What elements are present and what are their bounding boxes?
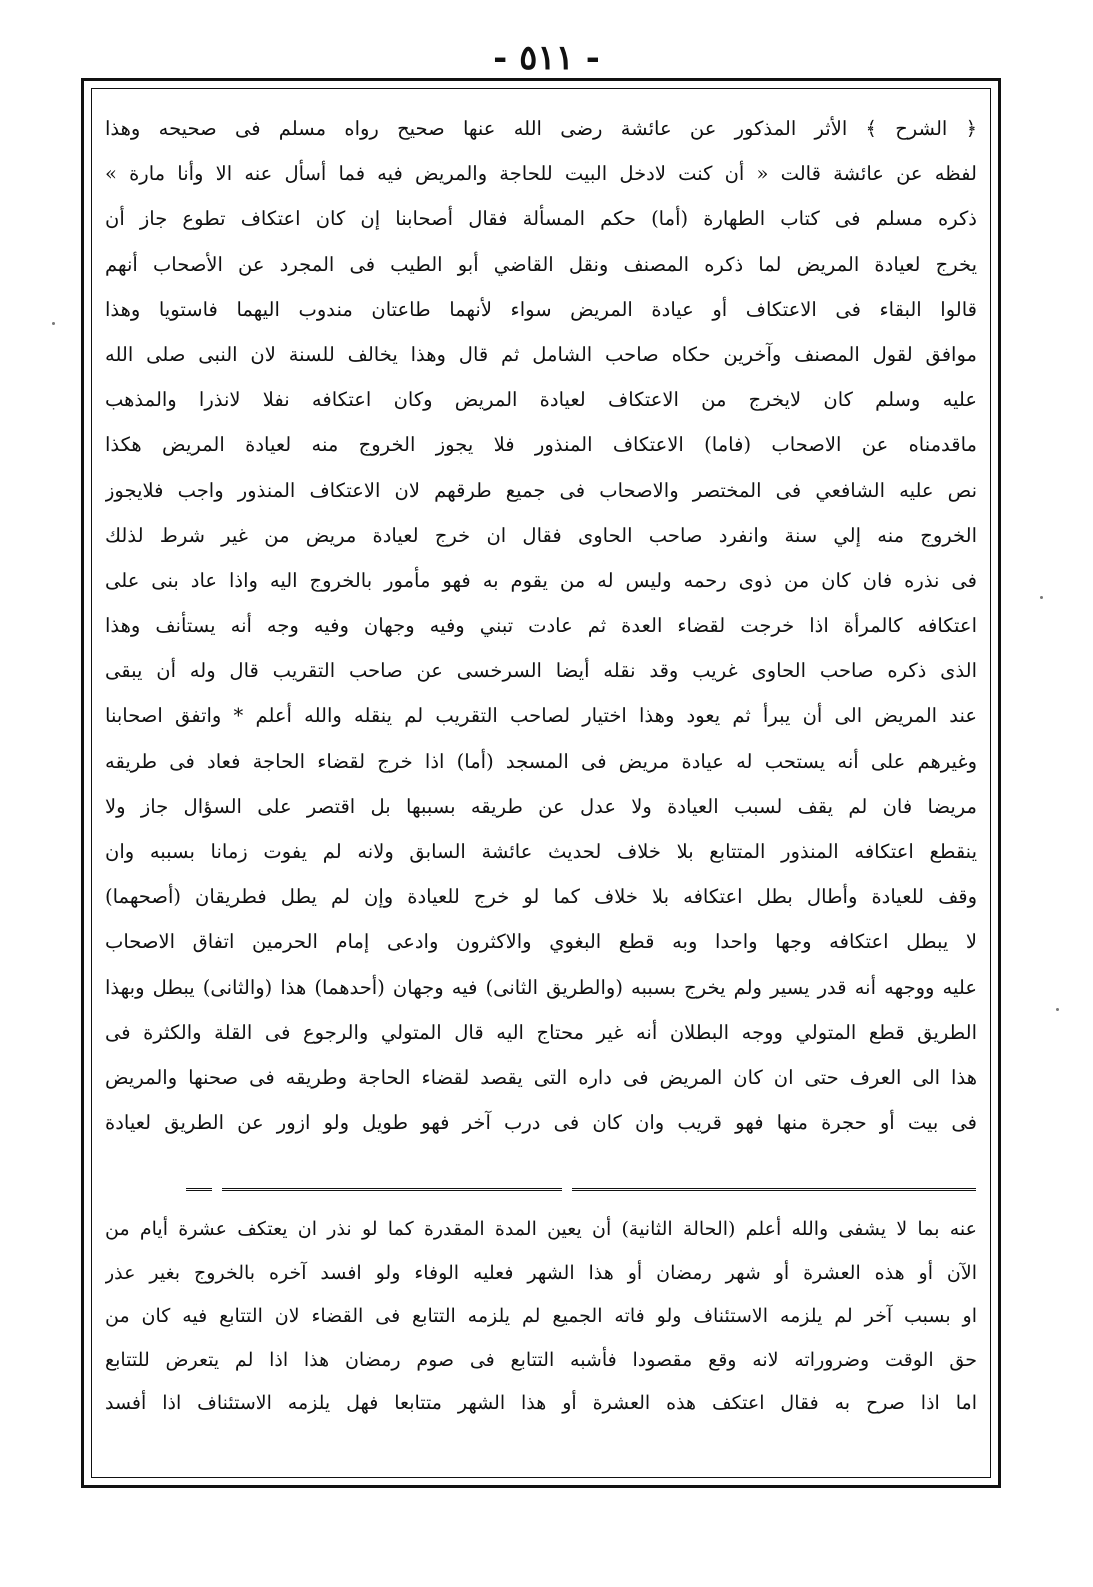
commentary-line: الطريق قطع المتولي ووجه البطلان أنه غير محتاج اليه قال المتولي والرجوع فى القلة والكثرة فى [105,1020,977,1044]
footnote-line: عنه بما لا يشفى والله أعلم (الحالة الثانية) أن يعين المدة المقدرة كما لو نذر ان يعتكف عشرة أيام من [105,1218,977,1240]
commentary-line: عند المريض الى أن يبرأ ثم يعود وهذا اختيار لصاحب التقريب لم ينقله والله أعلم * واتفق اصحابنا [105,704,977,728]
commentary-line: ذكره مسلم فى كتاب الطهارة (أما) حكم المسألة فقال أصحابنا إن كان اعتكاف تطوع جاز أن [105,207,977,231]
commentary-line: لا يبطل اعتكافه وجها واحدا وبه قطع البغوي والاكثرون وادعى إمام الحرمين اتفاق الاصحاب [105,930,977,954]
scan-speck [1040,596,1043,599]
separator-segment [186,1188,212,1191]
footnote-separator [186,1184,976,1198]
commentary-line: ﴿ الشرح ﴾ الأثر المذكور عن عائشة رضى الله عنها صحيح رواه مسلم فى صحيحه وهذا [105,117,977,140]
commentary-line: فى نذره فان كان من ذوى رحمه وليس له من يقوم به فهو مأمور بالخروج اليه واذا عاد بنى على [105,568,977,592]
footnote-text [105,1208,977,1426]
commentary-line: ماقدمناه عن الاصحاب (فاما) الاعتكاف المنذور فلا يجوز الخروج منه لعيادة المريض هكذا [105,433,977,457]
commentary-line: عليه ووجهه أنه قدر يسير ولم يخرج بسببه (والطريق الثانى) فيه وجهان (أحدهما) هذا (والثانى) يبطل وبهذا [105,975,977,999]
commentary-line: مريضا فان لم يقف لسبب العيادة ولا عدل عن طريقه بسببها بل اقتصر على السؤال جاز ولا [105,794,977,818]
footnote-line: اما اذا صرح به فقال اعتكف هذه العشرة أو هذا الشهر متتابعا فهل يلزمه الاستئناف اذا أفسد [105,1392,977,1414]
commentary-line: الذى ذكره صاحب الحاوى غريب وقد نقله أيضا السرخسى عن صاحب التقريب قال وله أن يبقى [105,659,977,683]
footnote-line: الآن أو هذه العشرة أو شهر رمضان أو هذا الشهر فعليه الوفاء ولو افسد آخره بالخروج بغير عذر [105,1261,977,1284]
commentary-line: نص عليه الشافعي فى المختصر والاصحاب فى جميع طرقهم لان الاعتكاف المنذور واجب فلايجوز [105,478,977,502]
commentary-line: وقف للعيادة وأطال بطل اعتكافه بلا خلاف كما لو خرج للعيادة وإن لم يطل فطريقان (أصحهما) [105,885,977,909]
commentary-line: ينقطع اعتكافه المنذور المتتابع بلا خلاف لحديث عائشة السابق ولانه لم يفوت زمانا بسببه وان [105,840,977,863]
commentary-line: هذا الى العرف حتى ان كان المريض فى داره التى يقصد لقضاء الحاجة وطريقه فى صحنها والمريض [105,1065,977,1089]
commentary-text [105,106,977,1145]
commentary-line: عليه وسلم كان لايخرج من الاعتكاف لعيادة المريض وكان اعتكافه نفلا لانذرا والمذهب [105,388,977,412]
commentary-line: يخرج لعيادة المريض لما ذكره المصنف ونقل القاضي أبو الطيب فى المجرد عن الأصحاب أنهم [105,252,977,276]
commentary-line: لفظه عن عائشة قالت « أن كنت لادخل البيت للحاجة والمريض فيه فما أسأل عنه الا وأنا مارة » [105,162,977,186]
scan-speck [52,322,55,325]
page-number: - ٥١١ - [493,38,600,78]
commentary-line: اعتكافه كالمرأة اذا خرجت لقضاء العدة ثم عادت تبني وفيه وجهان وفيه وجه أنه يستأنف وهذا [105,614,977,638]
separator-segment [222,1188,562,1191]
commentary-line: فى بيت أو حجرة منها فهو قريب وان كان فى درب آخر فهو طويل ولو ازور عن الطريق لعيادة [105,1111,977,1135]
footnote-line: حق الوقت وضروراته لانه وقع مقصودا فأشبه التتابع فى صوم رمضان هذا اذا لم يتعرض للتتابع [105,1348,977,1371]
scan-speck [1056,1008,1059,1011]
commentary-line: قالوا البقاء فى الاعتكاف أو عيادة المريض سواء لأنهما طاعتان مندوب اليهما فاستويا وهذا [105,297,977,321]
footnote-line: او بسبب آخر لم يلزمه الاستئناف ولو فاته الجميع لم يلزمه التتابع فى القضاء لان التتابع فيه كان من [105,1305,977,1327]
separator-segment [572,1188,976,1191]
commentary-line: موافق لقول المصنف وآخرين حكاه صاحب الشامل ثم قال وهذا يخالف للسنة لان النبى صلى الله [105,342,977,366]
commentary-line: وغيرهم على أنه يستحب له عيادة مريض فى المسجد (أما) اذا خرج لقضاء الحاجة فعاد فى طريقه [105,749,977,773]
commentary-line: الخروج منه إلي سنة وانفرد صاحب الحاوى فقال ان خرج لعيادة مريض من غير شرط لذلك [105,523,977,547]
